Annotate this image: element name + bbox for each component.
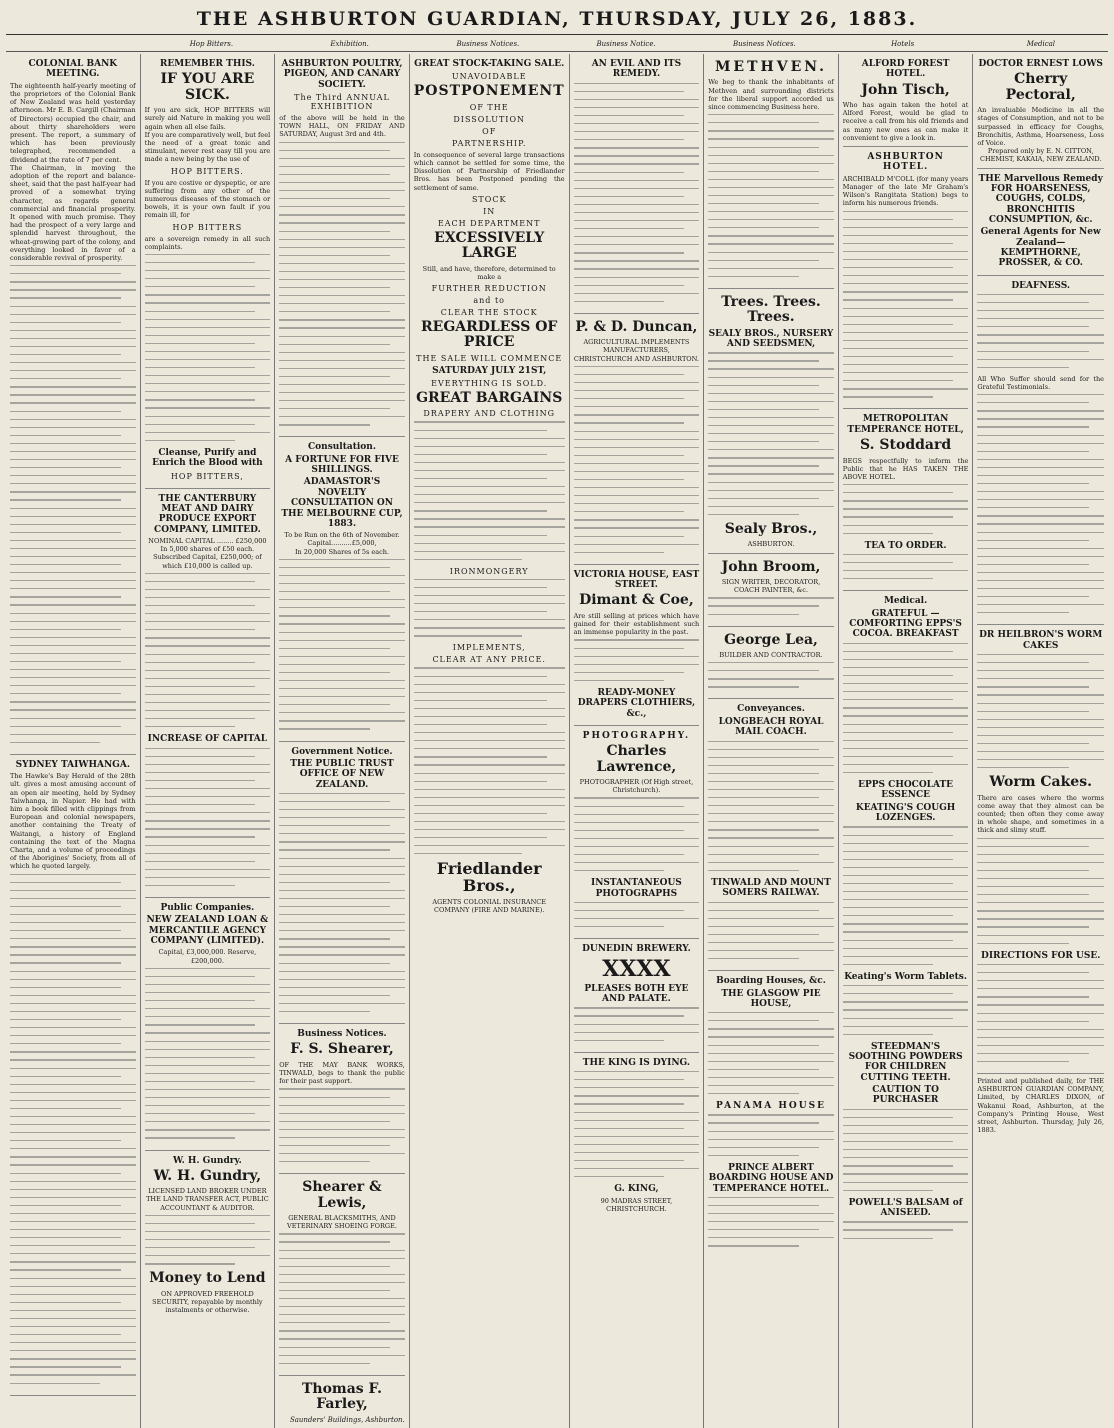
section-heading: Government Notice. <box>291 746 393 757</box>
ad-headline: Charles Lawrence, <box>596 743 677 775</box>
ad-text: All Who Suffer should send for the Grateful Testimonials. <box>977 374 1104 391</box>
ad-heading: DUNEDIN BREWERY. <box>582 944 691 955</box>
column-7 <box>839 54 974 1428</box>
column-4 <box>410 54 570 1428</box>
gundry-ad <box>145 1151 271 1319</box>
ad-product: HOP BITTERS, <box>170 471 244 481</box>
section-header-8: Medical <box>1026 40 1056 48</box>
ad-text: AGENTS COLONIAL INSURANCE COMPANY (FIRE AND MARINE). <box>432 897 547 915</box>
ad-subheading: DIRECTIONS FOR USE. <box>981 950 1101 961</box>
hop-bitters-ad <box>145 54 271 489</box>
ad-headline: REGARDLESS OF PRICE <box>421 318 558 351</box>
ad-line: DISSOLUTION <box>453 114 525 124</box>
ad-line: EACH DEPARTMENT <box>437 218 541 228</box>
ad-text: Capital, £3,000,000. Reserve, £200,000. <box>158 948 257 965</box>
colonial-bank-article <box>10 54 136 755</box>
canterbury-meat-ad <box>145 489 271 899</box>
ad-text: OF THE MAY BANK WORKS, TINWALD, begs to thank the public for their past support. <box>279 1060 405 1086</box>
ad-product: HOP BITTERS. <box>170 166 244 176</box>
ad-text: Are still selling at prices which have gained for their establishment such an immense popularity in the past. <box>573 611 700 637</box>
ad-text: In consequence of several large transactions which cannot be settled for some time, the Dissolution of Partnership of Friedlander Bros. has been Postponed pending the settlement of same. <box>413 150 565 192</box>
ad-text: In 5,000 shares of £50 each. <box>160 545 255 554</box>
ad-heading: PANAMA HOUSE <box>716 1101 826 1112</box>
ad-text: Still, and have, therefore, determined to make a <box>422 264 556 281</box>
ad-heading: Keating's Worm Tablets. <box>844 971 967 982</box>
section-heading: W. H. Gundry. <box>172 1155 242 1166</box>
ad-headline: P. & D. Duncan, <box>575 318 698 335</box>
ad-subheading: The Third ANNUAL EXHIBITION <box>294 93 390 112</box>
shearer-ad <box>279 1024 405 1174</box>
ad-text: Who has again taken the hotel at Alford Forest, would be glad to receive a call from his old friends and as many new ones as can make it convenient to give a look in. <box>842 101 969 142</box>
ad-subheading: INCREASE OF CAPITAL <box>147 734 268 745</box>
column-5 <box>570 54 705 1428</box>
ad-heading: THE Marvellous Remedy FOR HOARSENESS, COUGHS, COLDS, BRONCHITIS CONSUMPTION, &c. <box>978 173 1103 225</box>
section-header-2: Hop Bitters. <box>189 40 234 48</box>
ad-line: OF <box>482 126 497 136</box>
farley-ad <box>279 1376 405 1428</box>
ad-heading: REMEMBER THIS. <box>159 59 255 69</box>
ad-heading: DEAFNESS. <box>1011 280 1071 291</box>
george-lea-ad <box>708 627 834 700</box>
ad-headline: John Broom, <box>721 558 821 575</box>
article-paragraph: The Chairman, in moving the adoption of the report and balance-sheet, said that the past half-year had proved of a somewhat trying character, as regards general commercial and financial prosperity. It opened with much promise. They had the prospect of a very large and splendid harvest throughout, the wheat-growing part of the colony, and everything looked in favor of a considerable revival of prosperity. <box>10 163 136 262</box>
ad-text: If you are comparatively well, but feel the need of a great tonic and stimulant, never rest easy till you are made a new being by the use of <box>144 130 271 164</box>
ad-heading: METROPOLITAN TEMPERANCE HOTEL, <box>847 414 964 435</box>
ad-line: CLEAR THE STOCK <box>440 307 538 317</box>
bonnington-ad <box>977 169 1104 276</box>
ad-text: To be Run on the 6th of November. <box>284 531 400 540</box>
temperance-hotel-ad <box>843 409 969 591</box>
columns <box>6 54 1108 1424</box>
section-heading: Consultation. <box>307 442 376 453</box>
ad-heading: EPPS CHOCOLATE ESSENCE <box>858 780 954 801</box>
ad-text: Prepared only by E. N. CITTON, CHEMIST, KAKAIA, NEW ZEALAND. <box>979 147 1102 164</box>
ad-headline: Friedlander Bros., <box>436 859 542 896</box>
duncan-ad <box>574 314 700 565</box>
ad-heading: STEEDMAN'S SOOTHING POWDERS FOR CHILDREN CUTTING TEETH. <box>848 1041 963 1083</box>
ad-text: BEGS respectfully to inform the Public that he HAS TAKEN THE ABOVE HOTEL. <box>842 456 969 481</box>
ad-line: SATURDAY JULY 21ST, <box>432 365 547 376</box>
ad-line: PARTNERSHIP. <box>451 138 527 148</box>
ad-line: THE SALE WILL COMMENCE <box>416 353 563 363</box>
ad-headline: S. Stoddard <box>860 437 952 454</box>
column-1 <box>6 54 141 1428</box>
ad-headline: IF YOU ARE SICK. <box>160 71 255 103</box>
imprint <box>977 1074 1104 1138</box>
ad-text: An invaluable Medicine in all the stages of Consumption, and not to be surpassed in efficacy for Coughs, Bronchitis, Asthma, Hoarseness, Loss of Voice. <box>977 106 1104 147</box>
ad-text: We beg to thank the inhabitants of Methven and surrounding districts for the liberal support accorded us since commencing Business here. <box>708 78 834 111</box>
ad-text: In 20,000 Shares of 5s each. <box>294 547 389 556</box>
ad-heading: POWELL'S BALSAM of ANISEED. <box>848 1197 963 1218</box>
section-heading: Public Companies. <box>160 903 255 914</box>
ad-line: IN <box>483 206 496 216</box>
boarding-houses-ad <box>708 971 834 1257</box>
alford-forest-hotel-ad <box>843 54 969 147</box>
ad-subheading: INSTANTANEOUS PHOTOGRAPHS <box>590 878 682 899</box>
evil-remedy-ad <box>574 54 700 314</box>
article-paragraph: The Hawke's Bay Herald of the 28th ult. gives a most amusing account of an open air meeting, held by Sydney Taiwhanga, in Napier. He had with him a book filled with clippings from European and colonial newspapers, another containing the Treaty of Waitangi, a history of England containing the text of the Magna Charta, and a volume of proceedings of the Aborigines' Society, from all of which he quoted largely. <box>10 772 136 871</box>
victoria-house-ad <box>574 565 700 726</box>
ad-line: and to <box>473 295 505 305</box>
ad-heading: General Agents for New Zealand— KEMPTHORNE, PROSSER, & CO. <box>980 227 1101 269</box>
ad-text: If you are costive or dyspeptic, or are suffering from any other of the numerous diseases of the stomach or bowels, it is your own fault if you remain ill, for <box>144 178 271 220</box>
ad-heading: THE KING IS DYING. <box>582 1057 691 1068</box>
section-heading: Medical. <box>883 596 928 607</box>
ad-line: CLEAR AT ANY PRICE. <box>432 655 546 665</box>
deafness-ad <box>977 276 1104 626</box>
ad-headline: METHVEN. <box>714 59 828 75</box>
ad-heading: GRATEFUL — COMFORTING EPPS'S COCOA. BREAKFAST <box>849 608 962 640</box>
ad-text: ASHBURTON. <box>747 540 795 549</box>
ad-heading: PRINCE ALBERT BOARDING HOUSE AND TEMPERANCE HOTEL. <box>708 1162 834 1194</box>
king-ad <box>574 1053 700 1217</box>
ad-text: 90 MADRAS STREET, CHRISTCHURCH. <box>600 1196 673 1213</box>
ad-product: HOP BITTERS <box>172 222 243 232</box>
ad-subheading: ADAMASTOR'S NOVELTY CONSULTATION ON THE MELBOURNE CUP, 1883. <box>281 477 403 529</box>
ad-subheading: SEALY BROS., NURSERY AND SEEDSMEN, <box>708 328 834 349</box>
ad-text: NOMINAL CAPITAL ........ £250,000 <box>148 536 267 545</box>
article-heading: COLONIAL BANK MEETING. <box>28 59 118 80</box>
ad-headline: EXCESSIVELY LARGE <box>434 229 545 262</box>
section-heading: Boarding Houses, &c. <box>716 976 826 987</box>
section-header-3: Exhibition. <box>330 40 369 48</box>
ad-headline: Dimant & Coe, <box>579 592 694 609</box>
worm-cakes-ad <box>977 625 1104 1074</box>
ad-headline: Cherry Pectoral, <box>1005 71 1076 103</box>
ad-subheading: TEA TO ORDER. <box>864 540 947 551</box>
ad-headline: George Lea, <box>724 631 818 648</box>
column-2 <box>141 54 276 1428</box>
ad-heading: ALFORD FOREST HOTEL. <box>861 59 950 80</box>
ad-headline: Worm Cakes. <box>989 774 1092 791</box>
article-paragraph: The eighteenth half-yearly meeting of the proprietors of the Colonial Bank of New Zealand was held yesterday afternoon. Mr E. B. Cargill (Chairman of Directors) occupied the chair, and about thirty shareholders were present. The report, a summary of which has been previously telegraphed, recommended a dividend at the rate of 7 per cent. <box>10 81 136 164</box>
ad-heading: THE PUBLIC TRUST OFFICE OF NEW ZEALAND. <box>290 758 394 790</box>
ad-heading: TINWALD AND MOUNT SOMERS RAILWAY. <box>711 877 831 899</box>
ad-subheading: PLEASES BOTH EYE AND PALATE. <box>584 983 689 1005</box>
consultation-ad <box>279 437 405 741</box>
ad-headline: XXXX <box>602 955 671 982</box>
friedlander-sale-ad <box>414 54 565 918</box>
ad-text: There are cases where the worms come away that they almost can be counted; then often they come away in whole shape, and sometimes in a thick and slimy stuff. <box>977 793 1104 835</box>
ad-heading: THE CANTERBURY MEAT AND DAIRY PRODUCE EXPORT COMPANY, LIMITED. <box>154 493 261 535</box>
ad-text: Subscribed Capital, £250,000; of which £10,000 is called up. <box>153 553 262 570</box>
ad-headline: Sealy Bros., <box>724 520 818 537</box>
ad-subheading: READY-MONEY DRAPERS CLOTHIERS, &c., <box>577 687 696 719</box>
ad-headline: Shearer & Lewis, <box>302 1179 382 1211</box>
section-header-4: Business Notices. <box>456 40 520 48</box>
ad-line: OF THE <box>469 102 509 112</box>
section-heading: Business Notices. <box>297 1029 387 1040</box>
masthead-title: THE ASHBURTON GUARDIAN, THURSDAY, JULY 26, 1883. <box>196 8 918 30</box>
ad-headline: Thomas F. Farley, <box>301 1380 382 1413</box>
ad-headline: POSTPONEMENT <box>413 83 565 100</box>
nz-loan-ad <box>145 898 271 1151</box>
ad-heading: CAUTION TO PURCHASER <box>872 1085 939 1106</box>
ad-headline: Trees. Trees. Trees. <box>721 293 821 326</box>
ad-text: LICENSED LAND BROKER UNDER THE LAND TRANSFER ACT, PUBLIC ACCOUNTANT & AUDITOR. <box>146 1187 269 1212</box>
ad-text: PHOTOGRAPHER (Of High street, Christchurch). <box>579 778 694 795</box>
ad-heading: ASHBURTON POULTRY, PIGEON, AND CANARY SOCIETY. <box>281 59 403 90</box>
ad-heading: DR HEILBRON'S WORM CAKES <box>979 630 1103 651</box>
ad-text: BUILDER AND CONTRACTOR. <box>719 650 823 659</box>
ad-slogan: Cleanse, Purify and Enrich the Blood with <box>152 447 263 469</box>
section-heading: Conveyances. <box>737 704 805 715</box>
ad-text: are a sovereign remedy in all such complaints. <box>144 234 271 251</box>
section-headers <box>6 37 1108 52</box>
ad-headline: W. H. Gundry, <box>153 1167 262 1184</box>
column-3 <box>275 54 410 1428</box>
ad-heading: THE GLASGOW PIE HOUSE, <box>721 988 821 1009</box>
section-header-5: Business Notice. <box>596 40 656 48</box>
column-8 <box>973 54 1108 1428</box>
article-heading: SYDNEY TAIWHANGA. <box>15 759 130 770</box>
ad-text: If you are sick, HOP BITTERS will surely aid Nature in making you well again when all else fails. <box>144 106 271 131</box>
sealy-bros-ad <box>708 289 834 554</box>
ad-line: EVERYTHING IS SOLD. <box>431 379 548 389</box>
ad-text: SIGN WRITER, DECORATOR, COACH PAINTER, &c. <box>721 577 821 595</box>
ad-heading: NEW ZEALAND LOAN & MERCANTILE AGENCY COMPANY (LIMITED). <box>146 915 269 947</box>
ad-heading: VICTORIA HOUSE, EAST STREET. <box>573 569 700 591</box>
ad-text: GENERAL BLACKSMITHS, AND VETERINARY SHOEING FORGE. <box>287 1214 397 1231</box>
column-6 <box>704 54 839 1428</box>
ad-signature: Saunders' Buildings, Ashburton. <box>289 1415 405 1424</box>
ad-heading: ASHBURTON HOTEL. <box>867 152 944 173</box>
ad-heading: GREAT STOCK-TAKING SALE. <box>414 59 565 69</box>
ad-heading: LONGBEACH ROYAL MAIL COACH. <box>718 716 824 738</box>
john-broom-ad <box>708 554 834 627</box>
ad-line: FURTHER REDUCTION <box>431 283 547 293</box>
ad-text: Capital..........£5,000, <box>307 539 377 548</box>
ad-line: IMPLEMENTS, <box>452 643 526 653</box>
ad-headline: John Tisch, <box>861 81 950 98</box>
ashburton-hotel-ad <box>843 147 969 409</box>
ad-line: UNAVOIDABLE <box>451 72 527 82</box>
poultry-society-ad <box>279 54 405 437</box>
photography-ad <box>574 726 700 939</box>
public-trust-ad <box>279 742 405 1025</box>
methven-ad <box>708 54 834 289</box>
ad-heading: AN EVIL AND ITS REMEDY. <box>591 59 682 80</box>
printer-imprint: Printed and published daily, for THE ASHBURTON GUARDIAN COMPANY, Limited, by CHARLES DIXON, of Wakanui Road, Ashburton, at the Company's Printing House, West street, Ashburton. Thursday, July 26, 1883. <box>977 1077 1104 1135</box>
ad-headline: GREAT BARGAINS <box>416 390 563 407</box>
ad-text: AGRICULTURAL IMPLEMENTS MANUFACTURERS, CHRISTCHURCH AND ASHBURTON. <box>573 338 699 363</box>
section-header-6: Business Notices. <box>732 40 796 48</box>
ad-headline: F. S. Shearer, <box>290 1041 394 1058</box>
section-header-7: Hotels <box>891 40 915 48</box>
ad-text: of the above will be held in the TOWN HALL, ON FRIDAY AND SATURDAY, August 3rd and 4th. <box>279 114 405 139</box>
ad-signature: G. KING, <box>614 1184 659 1195</box>
ad-heading: DOCTOR ERNEST LOWS <box>978 59 1103 69</box>
section-header-1 <box>6 37 140 51</box>
ad-text: ON APPROVED FREEHOLD SECURITY, repayable by monthly instalments or otherwise. <box>152 1289 263 1315</box>
ad-line: DRAPERY AND CLOTHING <box>423 409 556 419</box>
sydney-taiwhanga-article <box>10 755 136 1396</box>
medical-ads <box>843 591 969 1249</box>
masthead <box>6 4 1108 35</box>
ad-line: STOCK <box>471 194 507 204</box>
ad-text: ARCHIBALD M'COLL (for many years Manager of the late Mr Graham's Wilson's Rangitata Station) begs to inform his numerous friends. <box>842 174 969 208</box>
ad-heading: KEATING'S COUGH LOZENGES. <box>855 802 956 824</box>
cherry-pectoral-ad <box>977 54 1104 169</box>
ad-headline: Money to Lend <box>149 1270 266 1287</box>
ad-heading: PHOTOGRAPHY. <box>582 730 691 741</box>
dunedin-brewery-ad <box>574 939 700 1053</box>
shearer-lewis-ad <box>279 1174 405 1376</box>
ad-heading: A FORTUNE FOR FIVE SHILLINGS. <box>285 454 399 476</box>
ad-line: IRONMONGERY <box>449 566 529 576</box>
conveyances-ad <box>708 699 834 971</box>
